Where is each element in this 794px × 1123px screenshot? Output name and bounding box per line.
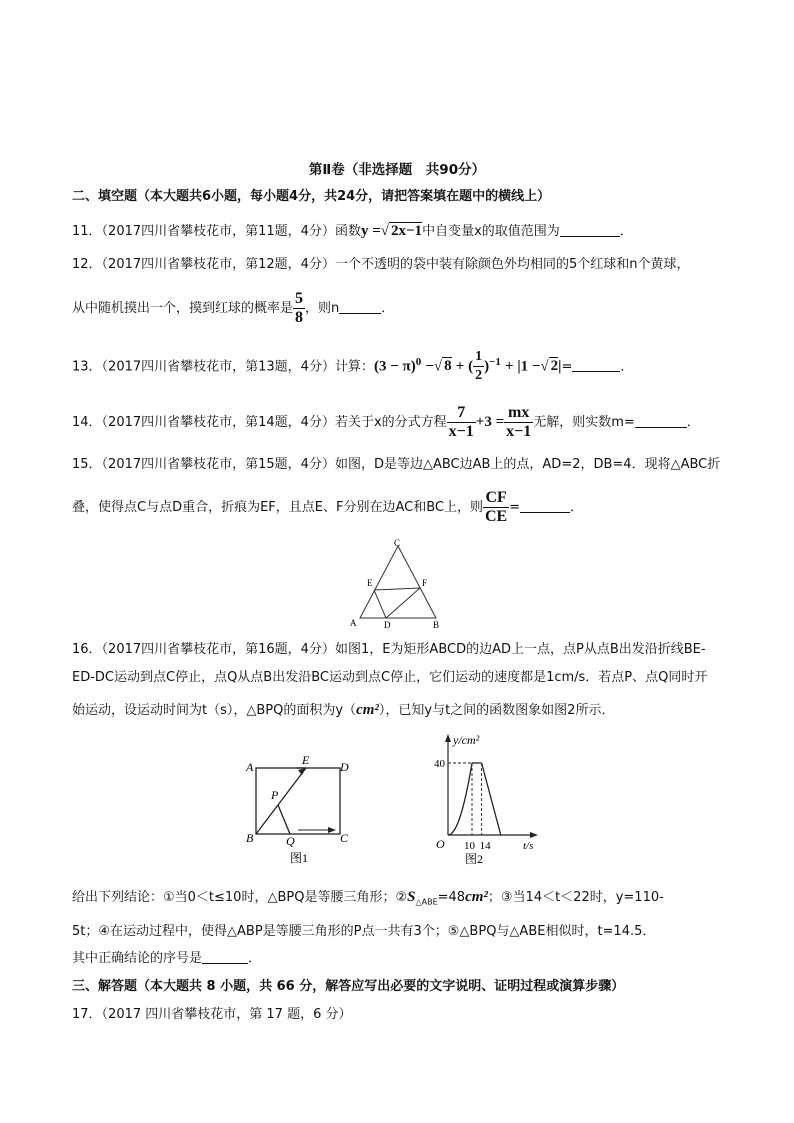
fig1-label-q: Q — [286, 834, 295, 848]
question-12-line1: 12．（2017四川省攀枝花市，第12题，4分）一个不透明的袋中装有除颜色外均相同的5个红球和n个黄球， — [72, 257, 690, 272]
conclusions-line1 — [72, 884, 664, 916]
segment-be — [256, 768, 306, 834]
q13-half — [473, 348, 484, 385]
fig2-xlabel: t/s — [523, 840, 534, 852]
q12-fraction — [293, 290, 305, 327]
q15-prefix: 叠，使得点C与点D重合，折痕为EF，且点E、F分别在边AC和BC上，则 — [72, 500, 483, 515]
area-symbol: S — [407, 889, 416, 905]
question-16-line1: 16．（2017四川省攀枝花市，第16题，4分）如图1，E为矩形ABCD的边AD上一点，点P从点B出发沿折线BE- — [72, 642, 706, 657]
conclusions-b: =48 — [437, 890, 466, 905]
fig2-ylabel: y/cm² — [453, 733, 480, 747]
fold-line-ef — [374, 588, 420, 590]
q13-half-num: 1 — [473, 348, 484, 367]
fig15-label-c: C — [394, 538, 401, 548]
answer-blank-15[interactable] — [520, 498, 570, 513]
q14-end: ． — [686, 415, 700, 430]
q16-line3-suffix: ），已知y与t之间的函数图象如图2所示． — [378, 703, 615, 718]
question-11: 11．（2017四川省攀枝花市，第11题，4分）函数y =√ 2x−1中自变量x的取值范围为 ． — [72, 223, 633, 239]
conclusions-unit: cm² — [465, 889, 488, 905]
q15-suffix: = — [509, 500, 521, 515]
conclusions-line2: 5t；④在运动过程中，使得△ABP是等腰三角形的P点一共有3个；⑤△BPQ与△ABE相似时，t=14.5． — [72, 924, 656, 939]
q14-frac2-den: x−1 — [506, 423, 532, 440]
q15-frac-den: CE — [484, 508, 508, 525]
fig2-xtick-14: 14 — [479, 840, 491, 852]
q14-frac1-num: 7 — [447, 404, 476, 423]
q14-frac2-num: mx — [504, 404, 533, 423]
conclusions-c: ；③当14＜t＜22时，y=110- — [487, 890, 664, 905]
q13-close: ) — [484, 358, 490, 375]
fig15-label-b: B — [433, 620, 440, 628]
conclusions-line3 — [72, 949, 261, 969]
answer-blank-11[interactable] — [560, 222, 620, 237]
q13-eq: = — [561, 359, 573, 375]
fig1-label-e: E — [302, 753, 310, 767]
question-13: 13．（2017四川省攀枝花市，第13题，4分）计算：$(3 - \pi)^0$ −√ 8 + ( $\frac{1}{2}$ )$^{-1}$ + |1 −√ 2|= ． — [72, 349, 634, 384]
fig2-ytick-40: 40 — [434, 758, 445, 770]
q13-end: ． — [620, 359, 634, 375]
x-axis-arrow-icon — [530, 832, 538, 838]
q14-frac2 — [504, 404, 533, 441]
part3-header: 三、解答题（本大题共 8 小题，共 66 分，解答应写出必要的文字说明、证明过程或演算步骤） — [72, 979, 625, 994]
question-16-line3 — [72, 700, 614, 721]
fig2-caption: 图2 — [465, 852, 484, 865]
q12-frac-num: 5 — [295, 290, 304, 307]
fig15-label-a: A — [350, 618, 357, 628]
segment-fd — [386, 588, 420, 618]
answer-blank-16[interactable] — [202, 949, 248, 964]
q12-suffix: ，则n — [305, 301, 340, 316]
q12-frac-den: 8 — [295, 309, 304, 326]
section-title: 第Ⅱ卷（非选择题 共90分） — [308, 162, 486, 178]
q13-exp: −1 — [489, 356, 501, 368]
arrow-head-icon — [328, 827, 336, 833]
fig2-origin: O — [436, 837, 445, 851]
q13-plus-open: + ( — [455, 358, 474, 375]
q14-suffix: 无解，则实数m= — [533, 415, 635, 430]
fig1-caption: 图1 — [290, 851, 309, 865]
conclusions-end: ． — [248, 951, 262, 966]
q15-frac-num: CF — [483, 489, 509, 508]
q14-frac1 — [447, 404, 476, 441]
conclusions-a: 给出下列结论：①当0＜t≤10时，△BPQ是等腰三角形；② — [72, 890, 408, 905]
arrow-be-icon — [298, 768, 306, 775]
y-axis-arrow-icon — [445, 734, 451, 742]
answer-blank-14[interactable] — [635, 413, 687, 428]
q14-frac1-den: x−1 — [448, 423, 474, 440]
q11-end: ． — [619, 224, 633, 239]
q13-minus: − — [425, 358, 434, 375]
answer-blank-12[interactable] — [339, 299, 381, 314]
q11-formula-lhs: y = — [360, 223, 381, 239]
q13-abs-close: | — [558, 358, 562, 375]
q13-sqrt8: 8 — [444, 358, 452, 375]
q11-suffix: 中自变量x的取值范围为 — [422, 224, 560, 239]
series-curve-rising — [448, 763, 472, 835]
part2-header: 二、填空题（本大题共6小题，每小题4分，共24分，请把答案填在题中的横线上） — [72, 189, 551, 204]
figure-2-chart — [428, 730, 548, 865]
fig1-label-d: D — [340, 760, 349, 774]
conclusions-prefix: 其中正确结论的序号是 — [72, 951, 203, 966]
question-14 — [72, 402, 700, 443]
q13-term1-exp: 0 — [415, 356, 422, 368]
q13-abs-open: + |1 − — [505, 358, 541, 375]
question-17: 17．（2017 四川省攀枝花市，第 17 题，6 分） — [72, 1007, 352, 1022]
q16-unit: cm² — [356, 702, 379, 718]
fig1-label-c: C — [340, 831, 349, 845]
q12-prefix: 从中随机摸出一个，摸到红球的概率是 — [72, 301, 294, 316]
q11-prefix: 11．（2017四川省攀枝花市，第11题，4分）函数 — [72, 224, 361, 239]
fig15-label-e: E — [367, 578, 373, 588]
series-falling-segment — [482, 763, 501, 835]
figure-15-triangle — [342, 538, 442, 628]
q14-prefix: 14．（2017四川省攀枝花市，第14题，4分）若关于x的分式方程 — [72, 415, 447, 430]
q14-mid: +3 = — [475, 414, 505, 430]
q12-end: ． — [381, 301, 395, 316]
question-12-line2 — [72, 289, 394, 329]
question-15-line1: 15．（2017四川省攀枝花市，第15题，4分）如图，D是等边△ABC边AB上的点，AD=2，DB=4．现将△ABC折 — [72, 457, 721, 472]
q16-line3-prefix: 始运动，设运动时间为t（s），△BPQ的面积为y（ — [72, 703, 357, 718]
fig2-xtick-10: 10 — [464, 840, 475, 852]
q13-half-den: 2 — [475, 368, 483, 384]
question-16-line2: ED-DC运动到点C停止，点Q从点B出发沿BC运动到点C停止，它们运动的速度都是1cm/s．若点P、点Q同时开 — [72, 670, 708, 685]
fig1-label-b: B — [246, 831, 254, 845]
q15-fraction — [483, 489, 509, 526]
fig15-label-f: F — [422, 578, 428, 588]
question-15-line2 — [72, 488, 583, 528]
q11-formula-radicand: 2x−1 — [391, 223, 423, 239]
q13-term1: (3 − π) — [373, 358, 416, 375]
q13-sqrt2: 2 — [550, 358, 559, 375]
segment-pq — [278, 805, 290, 834]
area-subscript: △ABE — [415, 897, 438, 907]
fig1-label-p: P — [271, 788, 279, 802]
fig1-label-a: A — [246, 760, 254, 774]
answer-blank-13[interactable] — [572, 357, 620, 372]
q15-end: ． — [570, 500, 584, 515]
q13-prefix: 13．（2017四川省攀枝花市，第13题，4分）计算： — [72, 359, 374, 375]
fig15-label-d: D — [384, 620, 391, 628]
figure-1-rectangle — [240, 752, 360, 867]
segment-ed — [374, 590, 386, 618]
